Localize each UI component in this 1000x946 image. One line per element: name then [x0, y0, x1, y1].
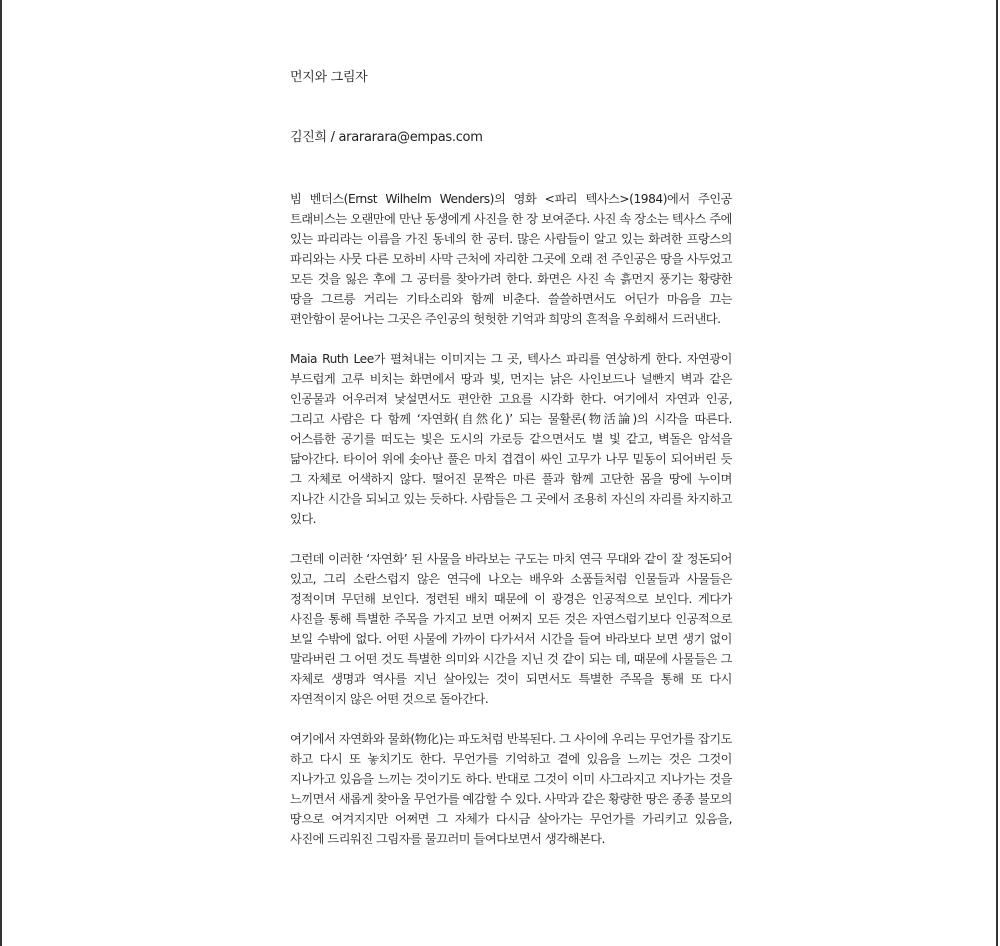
paragraph-4: 여기에서 자연화와 물화(物化)는 파도처럼 반복된다. 그 사이에 우리는 무언가를 잡기도 하고 다시 또 놓치기도 한다. 무언가를 기억하고 곁에 있음을 느끼는 것은 그것이 지나가고 있음을 느끼는 것이기도 하다. 반대로 그것이 이미 사그라지고 지나가는 것을 느끼면서 새롭게 찾아올 무언가를 예감할 수 있다. 사막과 같은 황량한 땅은 종종 불모의 땅으로 여겨지지만 어쩌면 그 자체가 다시금 살아가는 무언가를 가리키고 있음을, 사진에 드리워진 그림자를 물끄러미 들여다보면서 생각해본다. — [290, 732, 732, 846]
paragraph-3: 그런데 이러한 ‘자연화’ 된 사물을 바라보는 구도는 마치 연극 무대와 같이 잘 정돈되어 있고, 그리 소란스럽지 않은 연극에 나오는 배우와 소품들처럼 인물들과 사물들은 정적이며 무던해 보인다. 정련된 배치 때문에 이 광경은 인공적으로 보인다. 게다가 사진을 통해 특별한 주목을 가지고 보면 어쩌지 모든 것은 자연스럽기보다 인공적으로 보일 수밖에 없다. 어떤 사물에 가까이 다가서서 시간을 들여 바라보다 보면 생기 없이 말라버린 그 어떤 것도 특별한 의미와 시간을 지닌 것 같이 되는 데, 때문에 사물들은 그 자체로 생명과 역사를 지닌 살아있는 것이 되면서도 특별한 주목을 통해 또 다시 자연적이지 않은 어떤 것으로 돌아간다. — [290, 552, 732, 706]
paragraph-1: 빔 벤더스(Ernst Wilhelm Wenders)의 영화 <파리 텍사스>(1984)에서 주인공 트래비스는 오랜만에 만난 동생에게 사진을 한 장 보여준다. 사진 속 장소는 텍사스 주에 있는 파리라는 이름을 가진 동네의 한 공터. 많은 사람들이 알고 있는 화려한 프랑스의 파리와는 사뭇 다른 모하비 사막 근처에 자리한 그곳에 오래 전 주인공은 땅을 사두었고 모든 것을 잃은 후에 그 공터를 찾아가려 한다. 화면은 사진 속 흙먼지 풍기는 황량한 땅을 그르릉 거리는 기타소리와 함께 비춘다. 쓸쓸하면서도 어딘가 마음을 끄는 편안함이 묻어나는 그곳은 주인공의 헛헛한 기억과 희망의 흔적을 우회해서 드러낸다. — [290, 192, 732, 326]
article-body — [290, 189, 732, 849]
paragraph-2: Maia Ruth Lee가 펼쳐내는 이미지는 그 곳, 텍사스 파리를 연상하게 한다. 자연광이 부드럽게 고루 비치는 화면에서 땅과 빛, 먼지는 낡은 사인보드나 널빤지 벽과 같은 인공물과 어우러져 낯설면서도 편안한 고요를 시각화 한다. 여기에서 자연과 인공, 그리고 사람은 다 함께 ‘자연화(自然化)’ 되는 물활론(物活論)의 시각을 따른다. 어스름한 공기를 떠도는 빛은 도시의 가로등 같으면서도 별 빛 같고, 벽돌은 암석을 닮아간다. 타이어 위에 솟아난 풀은 마치 겹겹이 싸인 고무가 나무 밑동이 되어버린 듯 그 자체로 어색하지 않다. 떨어진 문짝은 마른 풀과 함께 고단한 몸을 땅에 누이며 지나간 시간을 되뇌고 있는 듯하다. 사람들은 그 곳에서 조용히 자신의 자리를 차지하고 있다. — [290, 352, 732, 526]
article — [290, 70, 732, 869]
author-byline: 김진희 / arararara@empas.com — [290, 130, 483, 145]
article-title: 먼지와 그림자 — [290, 70, 368, 85]
